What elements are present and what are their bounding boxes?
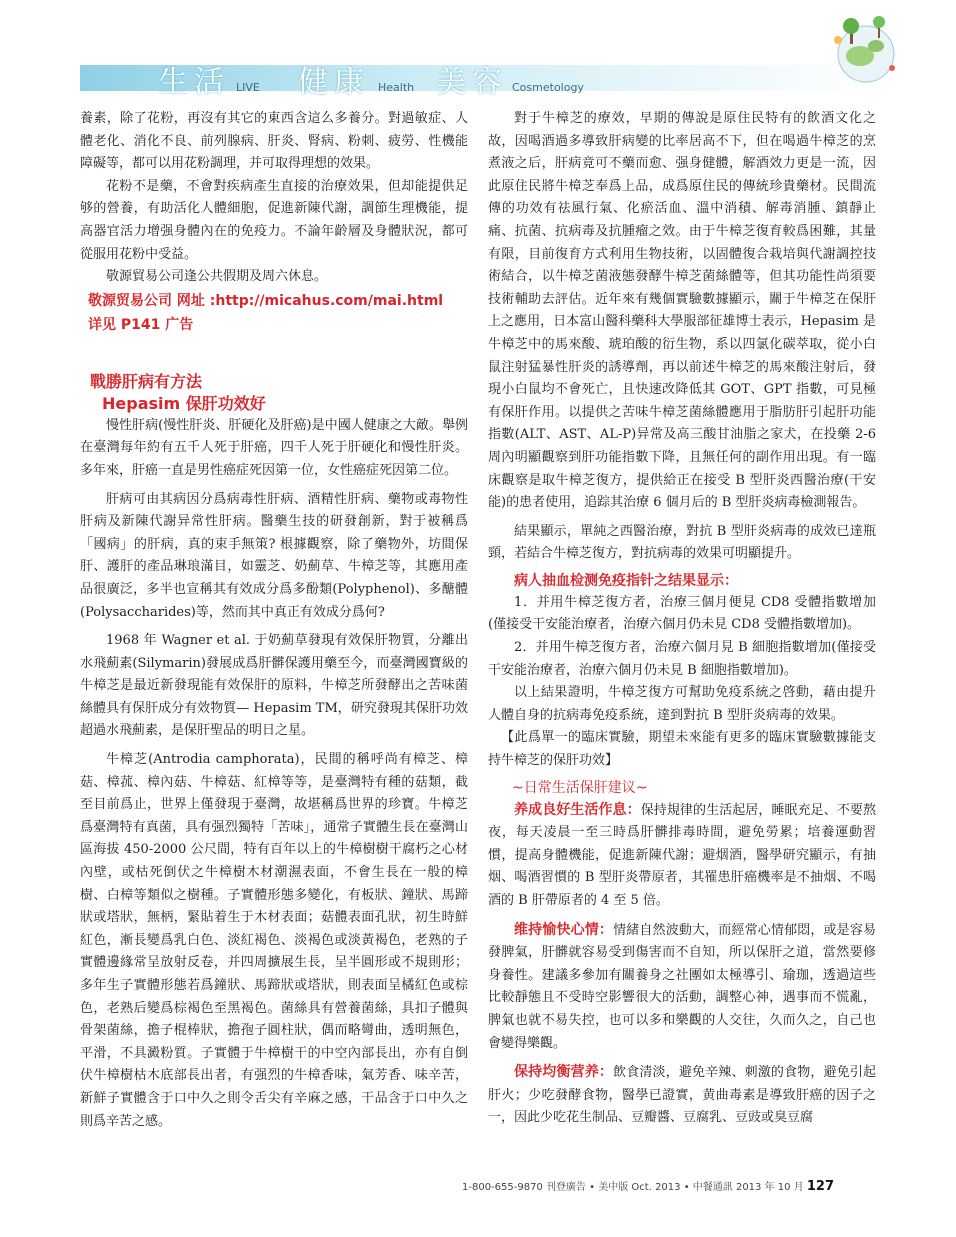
banner-life: 生活: [158, 65, 230, 100]
left-paragraph-4: 慢性肝病(慢性肝炎、肝硬化及肝癌)是中國人健康之大敵。舉例在臺灣每年約有五千人死于肝癌，四千人死于肝硬化和慢性肝炎。多年來，肝癌一直是男性癌症死因第一位，女性癌症死因第二位。: [80, 417, 468, 478]
page-footer: [462, 1178, 882, 1194]
footer-info: 1-800-655-9870 刊登廣告 • 美中版 Oct. 2013 • 中餐通訊 2013 年 10 月: [462, 1182, 804, 1193]
right-paragraph-2: 結果顯示，單純之西醫治療，對抗 B 型肝炎病毒的成效已達瓶頸，若結合牛樟芝復方，對抗病毒的效果可明顯提升。: [488, 523, 876, 562]
result-item-2: 2．并用牛樟芝復方者，治療六個月見 B 細胞指數增加(僅接受干安能治療者，治療六個月仍未見 B 細胞指數增加)。: [488, 640, 876, 678]
page-number: 127: [806, 1179, 834, 1194]
tip-2-text: 情緒自然波動大，而經常心情郁悶，或是容易發脾氣，肝髒就容易受到傷害而不自知，所以保肝之道，當然要修身養性。建議多參加有關養身之社團如太極導引、瑜珈，透過這些比較靜態且不受時空影響很大的活動，調整心神，遇事而不慌亂，脾氣也就不易失控，也可以多和樂觀的人交往，久而久之，自己也會變得樂觀。: [488, 922, 876, 1051]
note-paragraph: 【此爲單一的臨床實驗，期望未來能有更多的臨床實驗數據能支持牛樟芝的保肝功效】: [488, 730, 876, 769]
left-paragraph-5: 肝病可由其病因分爲病毒性肝病、酒精性肝病、藥物或毒物性肝病及新陳代謝异常性肝病。醫藥生技的研發創新，對于被稱爲「國病」的肝病，真的束手無策? 根據觀察，除了藥物外，坊間保肝、護肝的產品琳琅滿目，如靈芝、奶薊草、牛樟芝等，其應用產品很廣泛，多半也宣稱其有效成分爲多酚類(Polyphenol)、多醣體(Polysaccharides)等，然而其中真正有效成分爲何?: [80, 491, 468, 620]
left-paragraph-2: 花粉不是藥，不會對疾病產生直接的治療效果，但却能提供足够的營養，有助活化人體細胞，促進新陳代謝，調節生理機能，提高器官活力增强身體內在的免疫力。不論年齡層及身體狀況，都可從服用花粉中受益。: [80, 178, 468, 262]
tip-3-text: 飲食清淡，避免辛辣、刺激的食物，避免引起肝火；少吃發酵食物，醫學已證實，黄曲毒素是導致肝癌的因子之一，因此少吃花生制品、豆瓣醬、豆腐乳、豆豉或臭豆腐: [488, 1065, 876, 1126]
right-column: [488, 108, 876, 1130]
banner-live: LIVE: [236, 81, 260, 94]
left-paragraph-1: 養素，除了花粉，再沒有其它的東西含這么多養分。對過敏症、人體老化、消化不良、前列腺病、肝炎、腎病、粉刺、疲勞、性機能障礙等，都可以用花粉調理，并可取得理想的效果。: [80, 111, 468, 172]
section-banner: [80, 55, 880, 100]
right-paragraph-5: 以上結果證明，牛樟芝復方可幫助免疫系統之啓動，藉由提升人體自身的抗病毒免疫系統，達到對抗 B 型肝炎病毒的效果。: [488, 685, 876, 723]
company-website-link[interactable]: 敬源贸易公司 网址 :http://micahus.com/mai.html: [88, 292, 444, 309]
banner-health-cn: 健康: [298, 65, 370, 100]
banner-beauty-cn: 美容: [436, 65, 508, 100]
tip-2-lead: 维持愉快心情：: [514, 921, 614, 938]
left-paragraph-6: 1968 年 Wagner et al. 于奶薊草發現有效保肝物質，分離出水飛薊素(Silymarin)發展成爲肝髒保護用藥至今，而臺灣國寶級的牛樟芝是最近新發現能有效保肝的原料，牛樟芝所發酵出之苦味菌絲體具有保肝成分有效物質— Hepasim TM，研究發現其保肝功效超過水飛薊素，是保肝聖品的明日之星。: [80, 633, 468, 739]
blood-test-heading: 病人抽血检测免疫指针之结果显示：: [514, 572, 738, 589]
daily-tips-heading: ~日常生活保肝建议~: [512, 779, 648, 796]
left-paragraph-3: 敬源貿易公司逢公共假期及周六休息。: [106, 269, 328, 285]
right-paragraph-1: 對于牛樟芝的療效，早期的傳說是原住民特有的飲酒文化之故，因喝酒過多導致肝病變的比率居高不下，但在喝過牛樟芝的烹煮液之后，肝病竟可不藥而愈、强身健體，解酒效力更是一流，因此原住民將牛樟芝奉爲上品，成爲原住民的傳統珍貴藥材。民間流傳的功效有祛風行氣、化瘀活血、溫中消積、解毒消腫、鎮靜止痛、抗菌、抗病毒及抗腫瘤之效。由于牛樟芝復育較爲困難，其量有限，目前復育方式利用生物技術，以固體復合栽培與代謝調控技術結合，以牛樟芝菌液態發酵牛樟芝菌絲體等，但其功能性尚須要技術輔助去評估。近年來有幾個實驗數據顯示，關于牛樟芝在保肝上之應用，日本富山醫科藥科大學服部征雄博士表示，Hepasim 是牛樟芝中的馬來酸、琥珀酸的衍生物，系以四氯化碳萃取，從小白鼠注射猛暴性肝炎的誘導劑，再以前述牛樟芝的馬來酸注射后，發現小白鼠均不會死亡，且快速改降低其 GOT、GPT 指數，可見極有保肝作用。以提供之苦味牛樟芝菌絲體應用于脂肪肝引起肝功能指數(ALT、AST、AL-P)异常及高三酸甘油脂之家犬，在投藥 2-6 周內明顯觀察到肝功能指數下降，且無任何的副作用出現。有一臨床觀察是取牛樟芝復方，提供給正在接受 B 型肝炎西醫治療(干安能)的患者使用，追踪其治療 6 個月后的 B 型肝炎病毒檢測報告。: [488, 111, 876, 511]
banner-health-en: Health: [378, 81, 415, 94]
tip-1-lead: 养成良好生活作息：: [514, 801, 641, 818]
ad-reference: 详见 P141 广告: [88, 316, 194, 333]
article-subtitle: Hepasim 保肝功效好: [102, 393, 266, 413]
globe-illustration-icon: [820, 10, 910, 90]
banner-beauty-en: Cosmetology: [512, 81, 584, 94]
left-paragraph-7: 牛樟芝(Antrodia camphorata)，民間的稱呼尚有樟芝、樟菇、樟菰、樟內菇、牛樟菇、紅樟等等，是臺灣特有種的菇類，截至目前爲止，世界上僅發現于臺灣，故堪稱爲世界的珍寶。牛樟芝爲臺灣特有真菌，具有强烈獨特「苦味」，通常子實體生長在臺灣山區海拔 450-2000 公尺間，特有百年以上的牛樟樹樹干腐朽之心材內壁，或枯死倒伏之牛樟樹木材潮濕表面，不會生長在一般的樟樹、白樟等類似之樹種。子實體形態多變化，有板狀、鐘狀、馬蹄狀或塔狀，無柄，緊貼着生于木材表面；菇體表面孔狀，初生時鮮紅色，漸長變爲乳白色、淡紅褐色、淡褐色或淡黃褐色，老熟的子實體邊緣常呈放射反卷，并四周擴展生長，呈半圓形或不規則形；多年生子實體形態若爲鐘狀、馬蹄狀或塔狀，則表面呈橘紅色或棕色，老熟后變爲棕褐色至黑褐色。菌絲具有營養菌絲，具扣子體與骨架菌絲，擔子棍棒狀，擔孢子圓柱狀，偶而略彎曲，透明無色，平滑，不具澱粉質。子實體于牛樟樹干的中空內部長出，亦有自倒伏牛樟樹枯木底部長出者，有强烈的牛樟香味，氣芳香、味辛苦，新鮮子實體含于口中久之則令舌尖有辛麻之感，干品含于口中久之則爲辛苦之感。: [80, 752, 468, 1129]
tip-3-lead: 保持均衡营养：: [514, 1064, 614, 1081]
article-title: 戰勝肝病有方法: [90, 371, 203, 391]
tip-1-text: 保持規律的生活起居，睡眠充足、不要熬夜，每天凌晨一至三時爲肝髒排毒時間，避免勞累；培養運動習慣，提高身體機能，促進新陳代謝；避烟酒，醫學研究顯示，有抽烟、喝酒習慣的 B 型肝炎帶原者，其罹患肝癌機率是不抽烟、不喝酒的 B 肝帶原者的 4 至 5 倍。: [488, 802, 876, 908]
result-item-1: 1．并用牛樟芝復方者，治療三個月便見 CD8 受體指數增加(僅接受干安能治療者，治療六個月仍未見 CD8 受體指數增加)。: [488, 594, 876, 633]
left-column: [80, 108, 468, 1133]
